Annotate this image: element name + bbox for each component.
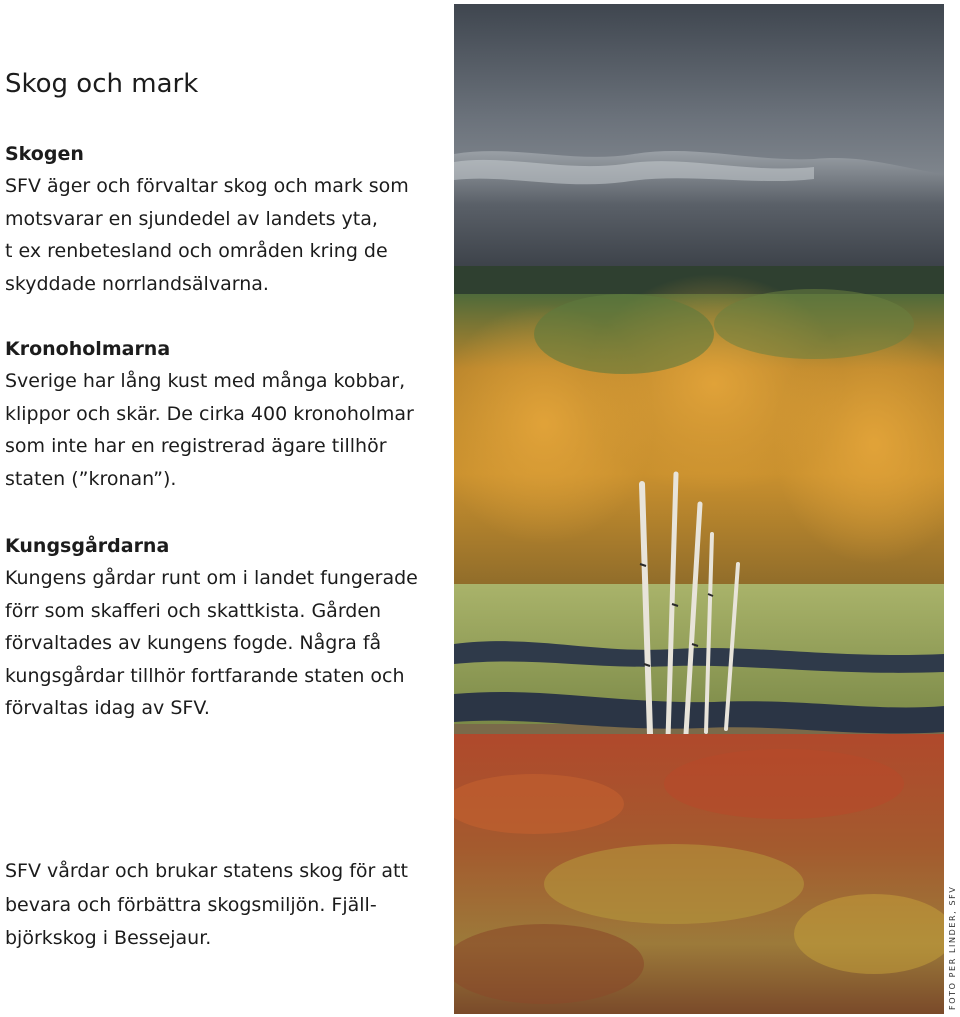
body-line: som inte har en registrerad ägare tillhör bbox=[5, 435, 387, 457]
body-line: motsvarar en sjundedel av landets yta, bbox=[5, 207, 378, 230]
body-line: förr som skafferi och skattkista. Gården bbox=[5, 599, 382, 622]
section-heading: Kungsgårdarna bbox=[5, 535, 170, 557]
section-heading: Kronoholmarna bbox=[5, 338, 171, 360]
body-line: förvaltades av kungens fogde. Några få bbox=[5, 632, 382, 654]
body-line: Sverige har lång kust med många kobbar, bbox=[5, 370, 406, 392]
landscape-photo bbox=[454, 4, 944, 1014]
caption-line: SFV vårdar och brukar statens skog för att bbox=[5, 860, 408, 882]
autumn-birch-forest-image bbox=[454, 4, 944, 1014]
body-line: staten (”kronan”). bbox=[5, 467, 177, 490]
section-body bbox=[5, 170, 445, 300]
body-line: kungsgårdar tillhör fortfarande staten och bbox=[5, 664, 405, 687]
photo-credit: FOTO PER LINDER, SFV bbox=[948, 885, 957, 1010]
photo-caption bbox=[5, 855, 408, 956]
caption-line: bevara och förbättra skogsmiljön. Fjäll- bbox=[5, 893, 377, 916]
body-line: Kungens gårdar runt om i landet fungerade bbox=[5, 567, 418, 589]
section-skogen bbox=[5, 138, 445, 300]
section-body bbox=[5, 365, 445, 495]
section-body bbox=[5, 562, 445, 725]
body-line: SFV äger och förvaltar skog och mark som bbox=[5, 175, 409, 197]
section-kronoholmarna bbox=[5, 333, 445, 495]
page-title: Skog och mark bbox=[5, 69, 199, 99]
body-line: förvaltas idag av SFV. bbox=[5, 697, 210, 719]
section-kungsgardarna bbox=[5, 530, 445, 725]
body-line: skyddade norrlandsälvarna. bbox=[5, 272, 269, 295]
caption-line: björkskog i Bessejaur. bbox=[5, 927, 212, 949]
section-heading: Skogen bbox=[5, 143, 84, 165]
body-line: t ex renbetesland och områden kring de bbox=[5, 240, 388, 262]
body-line: klippor och skär. De cirka 400 kronoholmar bbox=[5, 402, 414, 425]
